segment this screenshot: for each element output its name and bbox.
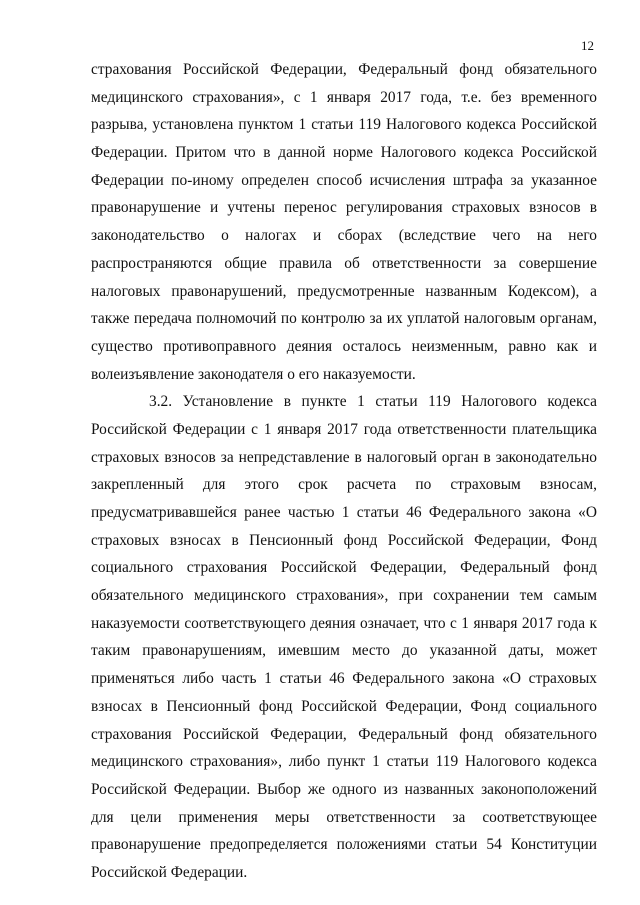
text-line: медицинского страхования», либо пункт 1 статьи 119 Налогового кодекса — [91, 753, 597, 771]
text-line: взносах в Пенсионный фонд Российской Федерации, Фонд социального — [91, 697, 597, 715]
text-line: Российской Федерации. — [91, 863, 248, 881]
text-line: законодательство о налогах и сборах (вследствие чего на него — [91, 227, 597, 245]
text-line: разрыва, установлена пунктом 1 статьи 119 Налогового кодекса Российской — [91, 116, 597, 134]
text-line: страховых взносах в Пенсионный фонд Российской Федерации, Фонд — [91, 531, 597, 549]
text-line: медицинского страхования», с 1 января 2017 года, т.е. без временного — [91, 88, 597, 106]
page-number: 12 — [581, 38, 594, 53]
text-line: Федерации. Притом что в данной норме Налогового кодекса Российской — [91, 144, 597, 162]
text-line: закрепленный для этого срок расчета по страховым взносам, — [91, 476, 597, 494]
text-line: распространяются общие правила об ответственности за совершение — [91, 254, 597, 272]
text-line: страхования Российской Федерации, Федеральный фонд обязательного — [91, 725, 597, 743]
text-line: наказуемости соответствующего деяния означает, что с 1 января 2017 года к — [91, 614, 597, 632]
text-line: правонарушение предопределяется положениями статьи 54 Конституции — [91, 836, 597, 854]
text-line: 3.2. Установление в пункте 1 статьи 119 Налогового кодекса — [149, 393, 597, 411]
text-line: Российской Федерации. Выбор же одного из названных законоположений — [91, 780, 597, 798]
text-line: налоговых правонарушений, предусмотренные названным Кодексом), а — [91, 282, 597, 300]
text-line: применяться либо часть 1 статьи 46 Федерального закона «О страховых — [91, 670, 597, 688]
document-body — [91, 56, 597, 887]
text-line: предусматривавшейся ранее частью 1 статьи 46 Федерального закона «О — [91, 504, 597, 521]
text-line: также передача полномочий по контролю за их уплатой налоговым органам, — [91, 310, 597, 328]
text-line: волеизъявление законодателя о его наказуемости. — [91, 365, 416, 383]
text-line: обязательного медицинского страхования», при сохранении тем самым — [91, 587, 597, 605]
text-line: страховых взносов за непредставление в налоговый орган в законодательно — [91, 448, 597, 466]
text-line: социального страхования Российской Федерации, Федеральный фонд — [91, 559, 597, 577]
text-line: существо противоправного деяния осталось неизменным, равно как и — [91, 337, 597, 355]
text-line: Федерации по-иному определен способ исчисления штрафа за указанное — [91, 171, 597, 189]
text-line: правонарушение и учтены перенос регулирования страховых взносов в — [91, 199, 597, 217]
text-line: таким правонарушениям, имевшим место до указанной даты, может — [91, 642, 597, 660]
text-line: для цели применения меры ответственности за соответствующее — [91, 808, 597, 826]
text-line: Российской Федерации с 1 января 2017 года ответственности плательщика — [91, 420, 597, 438]
text-line: страхования Российской Федерации, Федеральный фонд обязательного — [91, 61, 597, 78]
